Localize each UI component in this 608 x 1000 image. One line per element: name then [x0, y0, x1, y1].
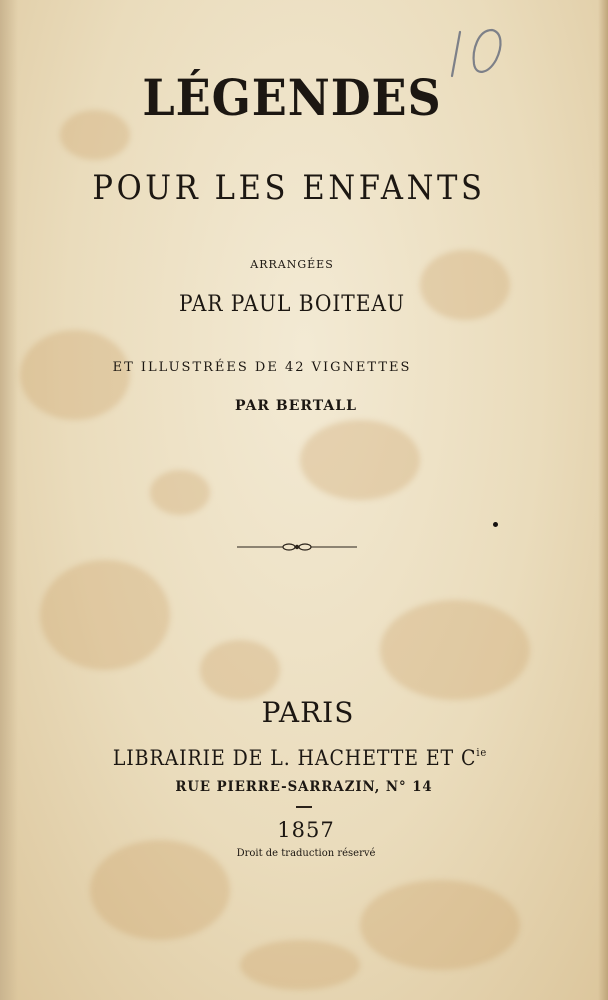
- ornament-divider: [237, 539, 357, 555]
- publisher-line: [26, 746, 573, 770]
- foxing-stain: [360, 880, 520, 970]
- author-line: PAR PAUL BOITEAU: [179, 292, 405, 317]
- publication-year: 1857: [277, 818, 335, 842]
- foxing-stain: [150, 470, 210, 515]
- publisher-name: LIBRAIRIE DE L. HACHETTE ET C: [112, 746, 477, 770]
- publisher-address: RUE PIERRE-SARRAZIN, N° 14: [175, 779, 433, 795]
- book-subtitle: POUR LES ENFANTS: [92, 168, 486, 208]
- foxing-stain: [200, 640, 280, 700]
- foxing-stain: [380, 600, 530, 700]
- dash-divider: [296, 806, 312, 808]
- foxing-stain: [40, 560, 170, 670]
- ink-dot: [493, 522, 498, 527]
- rights-notice: Droit de traduction réservé: [236, 848, 376, 859]
- illustration-note: ET ILLUSTRÉES DE 42 VIGNETTES: [112, 360, 412, 375]
- foxing-stain: [300, 420, 420, 500]
- illustrator-line: PAR BERTALL: [235, 398, 357, 414]
- publisher-suffix: ie: [476, 746, 488, 759]
- book-title: LÉGENDES: [142, 68, 442, 127]
- arranged-label: ARRANGÉES: [250, 258, 334, 271]
- city: PARIS: [261, 696, 355, 729]
- foxing-stain: [240, 940, 360, 990]
